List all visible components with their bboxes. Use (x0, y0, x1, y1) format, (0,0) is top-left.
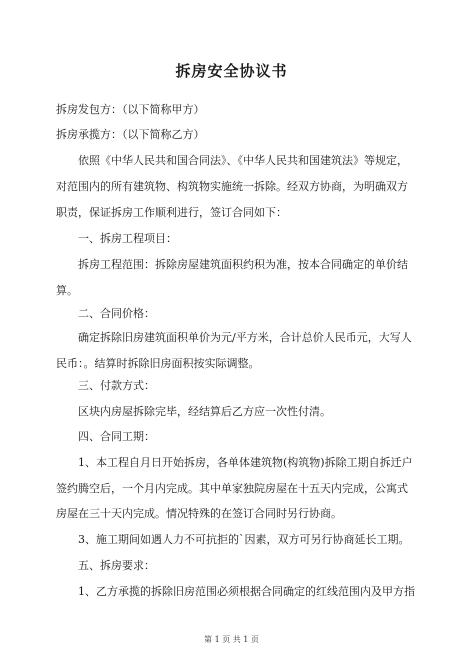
paragraph-line: 民币：。结算时拆除旧房面积按实际调整。 (56, 357, 260, 370)
document-title: 拆房安全协议书 (175, 62, 288, 80)
paragraph-line: 3、施工期间如遇人力不可抗拒的`因素，双方可另行协商延长工期。 (78, 533, 410, 546)
paragraph-line: 房屋在三十天内完成。情况特殊的在签订合同时另行协商。 (56, 507, 342, 520)
paragraph-line: 确定拆除旧房建筑面积单价为元/平方米，合计总价人民币元，大写人 (78, 331, 412, 344)
paragraph-line: 对范围内的所有建筑物、构筑物实施统一拆除。经双方协商，为明确双方 (56, 180, 408, 193)
section-heading-1: 一、拆房工程项目： (78, 232, 177, 245)
paragraph-line: 算。 (56, 284, 78, 297)
paragraph-line: 职责，保证拆房工作顺利进行，签订合同如下： (56, 206, 287, 219)
section-heading-3: 三、付款方式： (78, 379, 155, 392)
paragraph-line: 1、本工程自月日开始拆房，各单体建筑物(构筑物)拆除工期自拆迁户 (78, 456, 413, 469)
paragraph-line: 1、乙方承揽的拆除旧房范围必须根据合同确定的红线范围内及甲方指 (78, 585, 415, 598)
page-footer: 第 1 页 共 1 页 (204, 635, 259, 644)
paragraph-line: 拆房工程范围：拆除房屋建筑面积约积为准，按本合同确定的单价结 (78, 258, 408, 271)
paragraph-line: 区块内房屋拆除完毕，经结算后乙方应一次性付清。 (78, 405, 331, 418)
section-heading-2: 二、合同价格： (78, 307, 155, 320)
party-b-line: 拆房承揽方：（以下简称乙方） (56, 128, 205, 141)
paragraph-line: 依照《中华人民共和国合同法》、《中华人民共和国建筑法》等规定， (78, 154, 408, 167)
paragraph-line: 签约腾空后，一个月内完成。其中单家独院房屋在十五天内完成，公寓式 (56, 482, 408, 495)
section-heading-5: 五、拆房要求： (78, 559, 155, 572)
party-a-line: 拆房发包方：（以下简称甲方） (56, 103, 205, 116)
section-heading-4: 四、合同工期： (78, 430, 155, 443)
